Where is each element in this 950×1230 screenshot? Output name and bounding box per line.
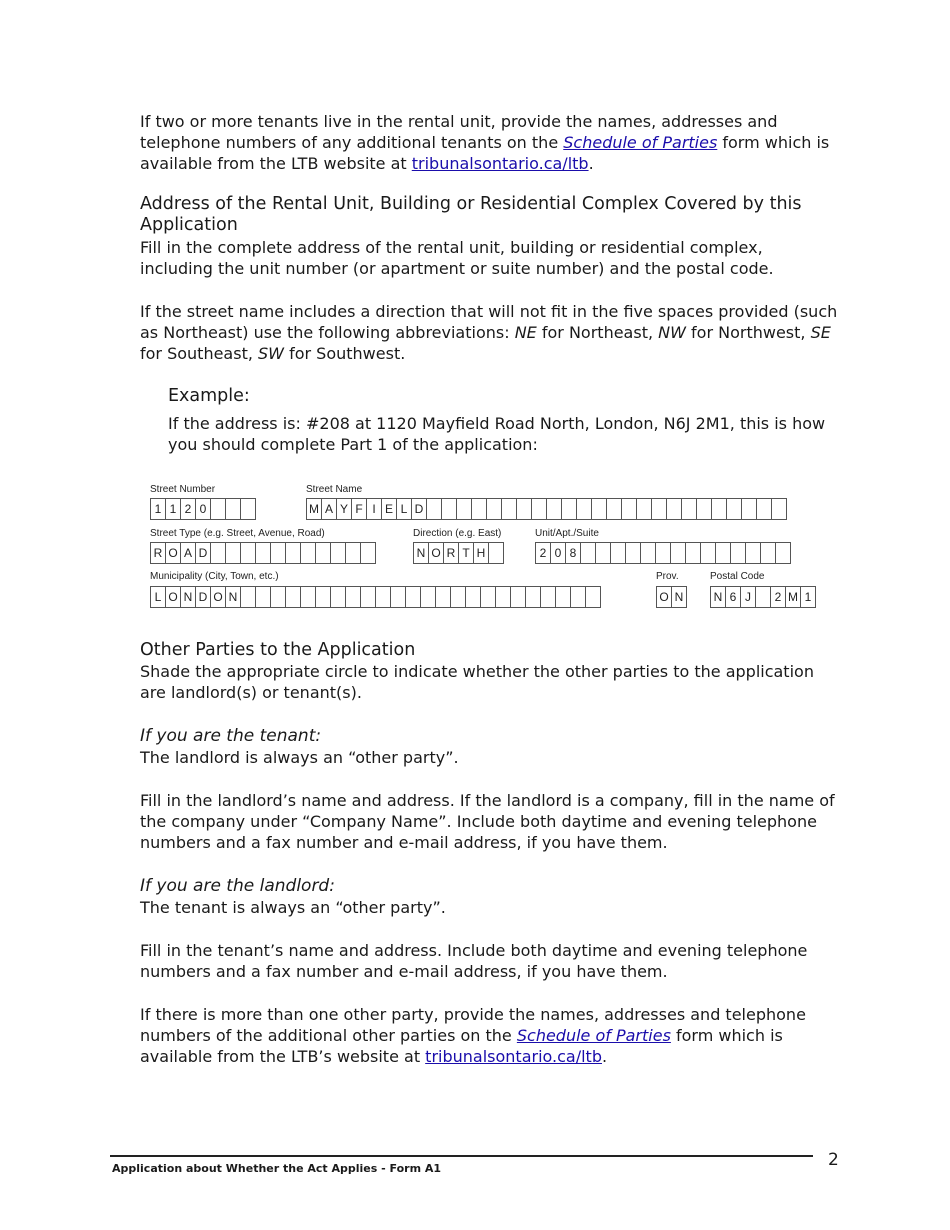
form-cell (531, 498, 547, 520)
form-cell (670, 542, 686, 564)
form-cell (210, 498, 226, 520)
form-cell: Y (336, 498, 352, 520)
form-cell (636, 498, 652, 520)
form-cell (480, 586, 496, 608)
other-parties-heading: Other Parties to the Application (140, 640, 416, 660)
form-cell: R (150, 542, 166, 564)
tenant-paragraph-2: Fill in the landlord’s name and address. If the landlord is a company, fill in the name of the company under “Company Name”. Include both daytime and evening telephone numbers and a fax number and e-mail address, if you have them. (140, 791, 835, 852)
landlord-paragraph-1: The tenant is always an “other party”. (140, 898, 446, 917)
form-cell (771, 498, 787, 520)
form-cell (525, 586, 541, 608)
form-cell (360, 586, 376, 608)
form-cell (715, 542, 731, 564)
unit-label: Unit/Apt./Suite (535, 528, 599, 539)
form-cell: O (210, 586, 226, 608)
tenant-paragraph-1: The landlord is always an “other party”. (140, 748, 459, 767)
form-cell: N (180, 586, 196, 608)
form-cell (621, 498, 637, 520)
postal-code-label: Postal Code (710, 571, 765, 582)
form-cell: O (165, 542, 181, 564)
form-cell: 2 (180, 498, 196, 520)
form-cell: 8 (565, 542, 581, 564)
form-cell (730, 542, 746, 564)
form-cell: O (656, 586, 672, 608)
form-cell (495, 586, 511, 608)
form-cell (561, 498, 577, 520)
form-cell (555, 586, 571, 608)
street-name-label: Street Name (306, 484, 363, 495)
intro-paragraph: If two or more tenants live in the rental unit, provide the names, addresses and telephone numbers of any additional tenants on the Schedule of Parties form which is available from the LTB website at tribunalsontario.ca/ltb. (140, 112, 830, 173)
example-text: If the address is: #208 at 1120 Mayfield Road North, London, N6J 2M1, this is how you should complete Part 1 of the application: (168, 414, 826, 454)
form-cell (681, 498, 697, 520)
form-cell (456, 498, 472, 520)
form-cell (711, 498, 727, 520)
form-cell (685, 542, 701, 564)
form-cell: 0 (550, 542, 566, 564)
form-cell: A (321, 498, 337, 520)
form-cell (300, 542, 316, 564)
form-cell: L (396, 498, 412, 520)
form-cell (655, 542, 671, 564)
form-cell: 1 (800, 586, 816, 608)
form-cell (426, 498, 442, 520)
form-cell: T (458, 542, 474, 564)
form-cell: O (165, 586, 181, 608)
form-cell (755, 586, 771, 608)
tenant-subheading: If you are the tenant: (140, 726, 322, 746)
more-parties-paragraph: If there is more than one other party, provide the names, addresses and telephone numbers of the additional other parties on the Schedule of Parties form which is available from the LTB’s website at tribunalsontario.ca/ltb. (140, 1005, 806, 1066)
form-cell (330, 542, 346, 564)
form-cell (210, 542, 226, 564)
street-type-label: Street Type (e.g. Street, Avenue, Road) (150, 528, 325, 539)
form-cell: J (740, 586, 756, 608)
form-cell (240, 542, 256, 564)
ltb-website-link[interactable]: tribunalsontario.ca/ltb (411, 154, 589, 173)
form-cell: D (411, 498, 427, 520)
footer-form-title: Application about Whether the Act Applies - Form A1 (112, 1162, 442, 1175)
province-cells (656, 586, 687, 608)
form-cell: D (195, 542, 211, 564)
form-cell (441, 498, 457, 520)
form-cell (775, 542, 791, 564)
form-cell (666, 498, 682, 520)
form-cell (450, 586, 466, 608)
form-cell (240, 586, 256, 608)
form-cell (225, 498, 241, 520)
form-cell (300, 586, 316, 608)
form-cell (760, 542, 776, 564)
form-cell (640, 542, 656, 564)
form-cell (546, 498, 562, 520)
form-cell (420, 586, 436, 608)
form-cell: 1 (165, 498, 181, 520)
footer-divider (110, 1155, 813, 1157)
form-cell: 0 (195, 498, 211, 520)
form-cell (345, 542, 361, 564)
form-cell (315, 586, 331, 608)
direction-label: Direction (e.g. East) (413, 528, 502, 539)
form-cell (360, 542, 376, 564)
form-cell: 6 (725, 586, 741, 608)
address-paragraph-2: If the street name includes a direction that will not fit in the five spaces provided (such as Northeast) use the following abbreviations: NE for Northeast, NW for Northwest, SE for Southeast, SW for Southwest. (140, 302, 838, 363)
form-cell (510, 586, 526, 608)
street-name-cells (306, 498, 787, 520)
form-cell: R (443, 542, 459, 564)
form-cell: N (671, 586, 687, 608)
form-cell: F (351, 498, 367, 520)
municipality-label: Municipality (City, Town, etc.) (150, 571, 279, 582)
form-cell (591, 498, 607, 520)
form-cell (488, 542, 504, 564)
form-cell (225, 542, 241, 564)
form-cell (741, 498, 757, 520)
form-cell: N (413, 542, 429, 564)
form-cell (606, 498, 622, 520)
form-cell: 1 (150, 498, 166, 520)
ltb-website-link-2[interactable]: tribunalsontario.ca/ltb (425, 1047, 602, 1066)
form-cell (390, 586, 406, 608)
address-paragraph-1: Fill in the complete address of the rental unit, building or residential complex, including the unit number (or apartment or suite number) and the postal code. (140, 238, 774, 278)
form-cell (576, 498, 592, 520)
form-cell (471, 498, 487, 520)
form-cell (465, 586, 481, 608)
form-cell (516, 498, 532, 520)
form-cell (501, 498, 517, 520)
form-cell: 2 (770, 586, 786, 608)
form-cell (255, 542, 271, 564)
address-section-heading: Address of the Rental Unit, Building or Residential Complex Covered by this Application (140, 194, 802, 235)
form-cell: O (428, 542, 444, 564)
form-cell: M (306, 498, 322, 520)
form-cell (726, 498, 742, 520)
form-cell (285, 586, 301, 608)
street-number-label: Street Number (150, 484, 216, 495)
form-cell (745, 542, 761, 564)
form-cell (285, 542, 301, 564)
form-cell: N (710, 586, 726, 608)
form-cell: A (180, 542, 196, 564)
form-cell (486, 498, 502, 520)
form-cell: L (150, 586, 166, 608)
landlord-paragraph-2: Fill in the tenant’s name and address. Include both daytime and evening telephone numbers and a fax number and e-mail address, if you have them. (140, 941, 808, 981)
form-cell (240, 498, 256, 520)
form-cell: I (366, 498, 382, 520)
schedule-of-parties-link[interactable]: Schedule of Parties (563, 133, 718, 152)
form-cell (540, 586, 556, 608)
form-cell (585, 586, 601, 608)
form-cell (375, 586, 391, 608)
example-heading: Example: (168, 386, 250, 406)
landlord-subheading: If you are the landlord: (140, 876, 335, 896)
form-cell (580, 542, 596, 564)
form-cell (345, 586, 361, 608)
unit-cells (535, 542, 791, 564)
form-cell (651, 498, 667, 520)
form-cell (315, 542, 331, 564)
form-cell (405, 586, 421, 608)
postal-code-cells (710, 586, 816, 608)
form-cell (570, 586, 586, 608)
form-cell (696, 498, 712, 520)
form-cell (756, 498, 772, 520)
other-parties-paragraph: Shade the appropriate circle to indicate whether the other parties to the application are landlord(s) or tenant(s). (140, 662, 814, 702)
form-cell (435, 586, 451, 608)
form-cell: M (785, 586, 801, 608)
form-cell: H (473, 542, 489, 564)
direction-cells (413, 542, 504, 564)
form-cell (330, 586, 346, 608)
form-cell (270, 586, 286, 608)
form-cell: N (225, 586, 241, 608)
form-cell (270, 542, 286, 564)
street-number-cells (150, 498, 256, 520)
form-cell (610, 542, 626, 564)
page-number: 2 (828, 1150, 839, 1170)
form-cell: D (195, 586, 211, 608)
municipality-cells (150, 586, 601, 608)
street-type-cells (150, 542, 376, 564)
form-cell: E (381, 498, 397, 520)
schedule-of-parties-link-2[interactable]: Schedule of Parties (516, 1026, 671, 1045)
form-cell: 2 (535, 542, 551, 564)
province-label: Prov. (656, 571, 679, 582)
form-cell (700, 542, 716, 564)
form-cell (255, 586, 271, 608)
form-cell (595, 542, 611, 564)
form-cell (625, 542, 641, 564)
